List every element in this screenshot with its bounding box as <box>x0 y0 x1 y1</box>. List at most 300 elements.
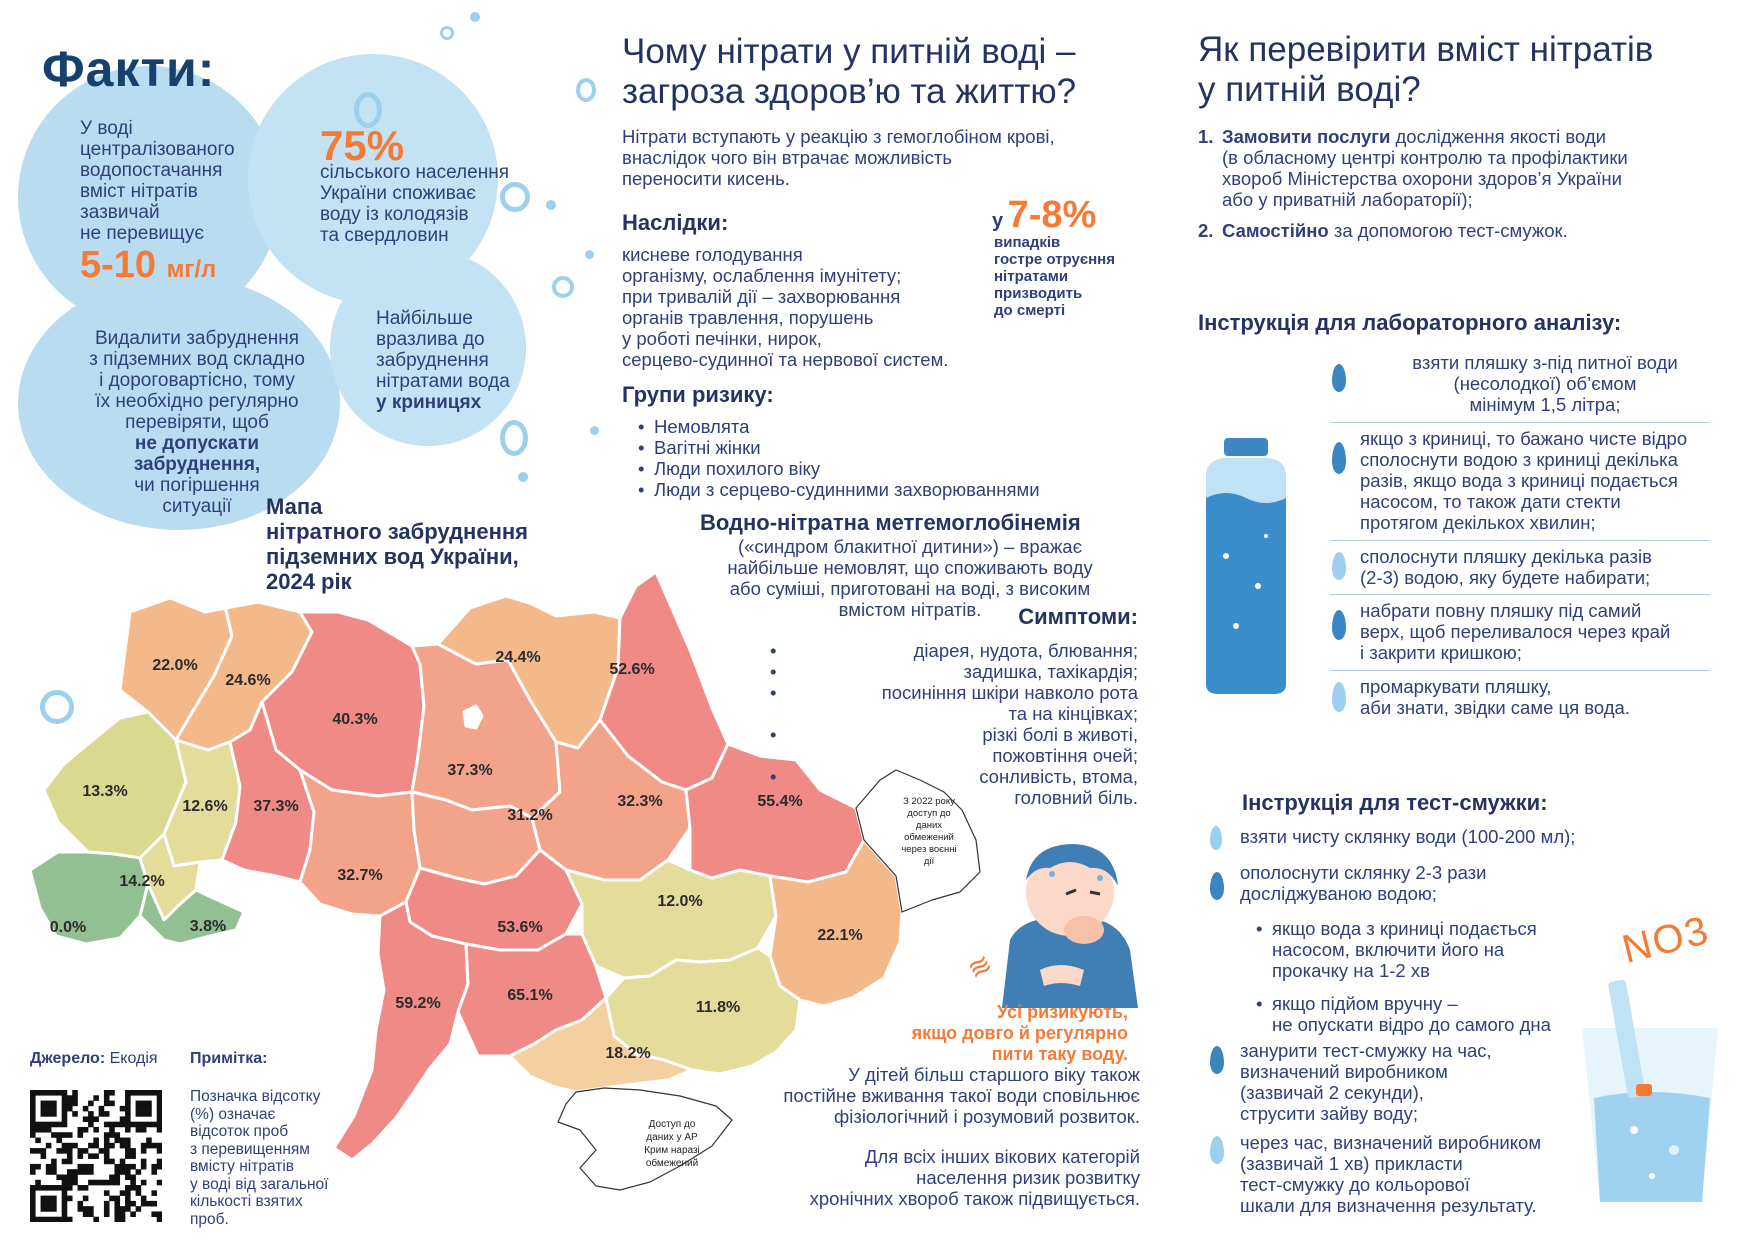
qr-module <box>146 1101 152 1107</box>
consequences-line: кисневе голодування <box>622 244 803 265</box>
region-label: 0.0% <box>49 919 87 936</box>
fact-4-line: у криницях <box>376 392 482 413</box>
qr-module <box>35 1148 41 1154</box>
qr-module <box>141 1159 147 1165</box>
qr-module <box>109 1159 115 1165</box>
qr-module <box>120 1206 126 1212</box>
qr-module <box>83 1169 89 1175</box>
note-label: Примітка: <box>190 1050 268 1067</box>
how-title <box>1198 30 1653 110</box>
lab-step <box>1330 546 1730 588</box>
qr-module <box>93 1217 99 1222</box>
qr-module <box>141 1196 147 1202</box>
step-1-line: або у приватній лабораторії); <box>1222 189 1473 210</box>
qr-module <box>125 1138 131 1144</box>
qr-module <box>35 1127 41 1133</box>
qr-module <box>114 1217 120 1222</box>
fact-4-line: Найбільше <box>376 308 473 329</box>
step-2-rest: за допомогою тест-смужок. <box>1328 220 1568 241</box>
qr-module <box>30 1122 36 1128</box>
qr-module <box>151 1211 157 1217</box>
source-label: Джерело: <box>30 1050 106 1067</box>
qr-module <box>62 1185 68 1191</box>
qr-module <box>72 1143 78 1149</box>
metg-line: найбільше немовлят, що споживають воду <box>727 557 1093 578</box>
lab-line: промаркувати пляшку, <box>1360 676 1552 697</box>
symptom-line: посиніння шкіри навколо рота <box>881 682 1138 703</box>
why-title-line: Чому нітрати у питній воді – <box>622 32 1076 71</box>
qr-module <box>157 1090 162 1096</box>
qr-module <box>157 1106 162 1112</box>
note-line: (%) означає <box>190 1105 276 1123</box>
strip-step <box>1208 862 1628 904</box>
metg-title: Водно-нітратна метгемоглобінемія <box>700 510 1081 535</box>
qr-module <box>62 1101 68 1107</box>
source <box>30 1050 158 1068</box>
qr-module <box>125 1190 131 1196</box>
qr-module <box>157 1164 162 1170</box>
qr-module <box>30 1201 36 1207</box>
qr-module <box>104 1132 110 1138</box>
qr-module <box>46 1122 52 1128</box>
region-label: 18.2% <box>605 1045 651 1062</box>
strip-line: занурити тест-смужку на час, <box>1240 1040 1492 1061</box>
qr-module <box>104 1148 110 1154</box>
death-stat-text <box>994 234 1115 319</box>
qr-module <box>72 1174 78 1180</box>
symptoms-title: Симптоми: <box>1018 604 1138 629</box>
qr-module <box>67 1101 73 1107</box>
qr-module <box>30 1127 36 1133</box>
fact-2-line: воду із колодязів <box>320 204 469 225</box>
kyiv-city <box>464 706 482 728</box>
older-line: У дітей більш старшого віку також <box>848 1064 1140 1085</box>
why-title-line: загроза здоров’ю та життю? <box>622 72 1077 111</box>
fact-3-line: не допускати <box>134 433 260 454</box>
qr-module <box>99 1180 105 1186</box>
qr-module <box>62 1211 68 1217</box>
qr-module <box>157 1217 162 1222</box>
strip-line: шкали для визначення результату. <box>1240 1195 1537 1216</box>
qr-module <box>72 1095 78 1101</box>
lab-step <box>1330 676 1730 718</box>
map-note-line: Крим наразі <box>644 1145 700 1156</box>
qr-module <box>78 1148 84 1154</box>
others-line: населення ризик розвитку <box>916 1167 1140 1188</box>
qr-module <box>83 1106 89 1112</box>
water-drop-icon <box>1210 872 1224 900</box>
region-label: 32.7% <box>337 867 383 884</box>
qr-module <box>104 1111 110 1117</box>
qr-module <box>136 1127 142 1133</box>
qr-module <box>99 1148 105 1154</box>
qr-module <box>93 1127 99 1133</box>
lab-line: мінімум 1,5 літра; <box>1469 394 1621 415</box>
qr-module <box>83 1148 89 1154</box>
qr-module <box>136 1111 142 1117</box>
qr-module <box>114 1174 120 1180</box>
qr-module <box>99 1111 105 1117</box>
fact-1-line: не перевищує <box>80 223 205 244</box>
qr-module <box>62 1106 68 1112</box>
strip-subline: насосом, включити його на <box>1272 939 1505 960</box>
qr-module <box>109 1174 115 1180</box>
stat-line: призводить <box>994 285 1083 302</box>
qr-module <box>56 1185 62 1191</box>
region-label: 52.6% <box>609 661 655 678</box>
map-note-line: дії <box>923 856 935 867</box>
qr-module <box>51 1169 57 1175</box>
qr-module <box>46 1217 52 1222</box>
risk-list <box>638 416 1040 500</box>
strip-step <box>1208 1132 1628 1216</box>
region-label: 22.0% <box>152 657 198 674</box>
strip-step <box>1208 826 1628 847</box>
fact-1-number: 5-10 <box>80 244 157 286</box>
qr-module <box>120 1159 126 1165</box>
qr-module <box>51 1196 57 1202</box>
qr-module <box>62 1095 68 1101</box>
qr-module <box>30 1169 36 1175</box>
qr-module <box>130 1174 136 1180</box>
qr-module <box>83 1196 89 1202</box>
warning <box>888 1002 1128 1065</box>
qr-module <box>104 1143 110 1149</box>
qr-module <box>120 1169 126 1175</box>
qr-module <box>46 1101 52 1107</box>
qr-module <box>51 1122 57 1128</box>
qr-module <box>46 1201 52 1207</box>
region-label: 37.3% <box>447 762 493 779</box>
consequences-line: серцево-судинної та нервової систем. <box>622 349 949 370</box>
fact-2-line: України споживає <box>320 183 476 204</box>
facts-title: Факти: <box>42 41 216 97</box>
qr-module <box>109 1122 115 1128</box>
death-stat <box>992 194 1096 237</box>
region-zakarpattia <box>30 852 148 944</box>
fact-1-line: У воді <box>80 118 133 139</box>
region-label: 37.3% <box>253 798 299 815</box>
qr-module <box>88 1143 94 1149</box>
stat-line: гостре отруєння <box>994 251 1115 268</box>
qr-module <box>120 1164 126 1170</box>
qr-module <box>78 1206 84 1212</box>
step-number: 2. <box>1198 220 1214 241</box>
qr-module <box>35 1090 41 1096</box>
qr-module <box>51 1164 57 1170</box>
lab-line: верх, щоб переливалося через край <box>1360 621 1671 642</box>
risk-item: • Люди похилого віку <box>638 458 1040 479</box>
qr-module <box>67 1159 73 1165</box>
qr-module <box>125 1143 131 1149</box>
qr-module <box>114 1138 120 1144</box>
strip-line: струсити зайву воду; <box>1240 1103 1418 1124</box>
qr-module <box>104 1138 110 1144</box>
qr-module <box>130 1185 136 1191</box>
qr-module <box>41 1153 47 1159</box>
qr-module <box>67 1143 73 1149</box>
lab-line: аби знати, звідки саме ця вода. <box>1360 697 1630 718</box>
qr-module <box>157 1095 162 1101</box>
qr-module <box>46 1185 52 1191</box>
fact-3-line: ситуації <box>162 496 232 517</box>
lab-line: (2-3) водою, яку будете набирати; <box>1360 567 1651 588</box>
symptom-item <box>770 640 1138 661</box>
lab-line: (несолодкої) об’ємом <box>1453 373 1637 394</box>
qr-module <box>104 1180 110 1186</box>
strip-subline: • якщо вода з криниці подається <box>1272 918 1537 939</box>
qr-module <box>146 1122 152 1128</box>
qr-module <box>125 1169 131 1175</box>
qr-module <box>141 1127 147 1133</box>
qr-module <box>125 1185 131 1191</box>
qr-module <box>151 1143 157 1149</box>
qr-module <box>146 1106 152 1112</box>
qr-module <box>30 1095 36 1101</box>
region-label: 24.4% <box>495 649 541 666</box>
fact-1-line: водопостачання <box>80 160 223 181</box>
qr-module <box>136 1101 142 1107</box>
water-drop-icon <box>1332 682 1346 712</box>
strip-line: взяти чисту склянку води (100-200 мл); <box>1240 826 1576 847</box>
qr-module <box>120 1143 126 1149</box>
qr-module <box>51 1111 57 1117</box>
strip-line: (зазвичай 2 секунди), <box>1240 1082 1424 1103</box>
qr-module <box>136 1090 142 1096</box>
qr-module <box>62 1143 68 1149</box>
qr-module <box>120 1116 126 1122</box>
water-drop-icon <box>1332 552 1346 580</box>
qr-module <box>67 1180 73 1186</box>
qr-module <box>88 1169 94 1175</box>
qr-module <box>109 1127 115 1133</box>
qr-module <box>62 1174 68 1180</box>
qr-module <box>56 1132 62 1138</box>
qr-module <box>141 1101 147 1107</box>
symptom-line: сонливість, втома, <box>979 766 1138 787</box>
qr-module <box>157 1111 162 1117</box>
older-line: постійне вживання такої води сповільнює <box>783 1085 1140 1106</box>
qr-module <box>104 1201 110 1207</box>
why-title <box>622 32 1076 112</box>
qr-module <box>30 1196 36 1202</box>
risk-title: Групи ризику: <box>622 382 774 407</box>
strip-line: визначений виробником <box>1240 1061 1448 1082</box>
qr-module <box>67 1217 73 1222</box>
qr-module <box>78 1127 84 1133</box>
qr-module <box>109 1143 115 1149</box>
region-label: 65.1% <box>507 987 553 1004</box>
why-intro-line: внаслідок чого він втрачає можливість <box>622 147 952 168</box>
qr-module <box>109 1101 115 1107</box>
qr-module <box>130 1180 136 1186</box>
qr-module <box>130 1148 136 1154</box>
symptom-line: та на кінцівках; <box>1008 703 1138 724</box>
qr-module <box>93 1153 99 1159</box>
qr-module <box>67 1153 73 1159</box>
consequences-line: у роботі печінки, нирок, <box>622 328 822 349</box>
qr-module <box>46 1127 52 1133</box>
qr-module <box>51 1185 57 1191</box>
qr-module <box>41 1217 47 1222</box>
water-drop-icon <box>1332 364 1346 392</box>
map-title-line: Мапа <box>266 494 323 519</box>
qr-module <box>30 1132 36 1138</box>
strip-subline: не опускати відро до самого дна <box>1272 1014 1551 1035</box>
qr-module <box>125 1201 131 1207</box>
why-intro <box>622 126 1055 189</box>
strip-line: через час, визначений виробником <box>1240 1132 1542 1153</box>
qr-module <box>125 1111 131 1117</box>
region-label: 55.4% <box>757 793 803 810</box>
region-label: 32.3% <box>617 793 663 810</box>
lab-title: Інструкція для лабораторного аналізу: <box>1198 310 1622 335</box>
strip-line: досліджуваною водою; <box>1240 883 1437 904</box>
note-line: проб. <box>190 1210 229 1228</box>
qr-module <box>30 1090 36 1096</box>
qr-module <box>141 1164 147 1170</box>
qr-module <box>46 1196 52 1202</box>
qr-module <box>62 1206 68 1212</box>
others-line: хронічних хвороб також підвищується. <box>809 1188 1140 1209</box>
symptom-item <box>770 661 1138 682</box>
fact-4-line: вразлива до <box>376 329 485 350</box>
stat-prefix: у <box>992 210 1004 232</box>
qr-module <box>104 1211 110 1217</box>
strip-substep <box>1256 993 1616 1035</box>
fact-2-line: сільського населення <box>320 162 509 183</box>
qr-module <box>114 1122 120 1128</box>
qr-module <box>46 1143 52 1149</box>
illness-squiggle-icon: ≋ <box>961 947 998 986</box>
qr-module <box>104 1095 110 1101</box>
qr-module <box>30 1101 36 1107</box>
map-note-line: З 2022 року <box>903 796 955 807</box>
qr-module <box>125 1122 131 1128</box>
fact-1-line: зазвичай <box>80 202 160 223</box>
qr-module <box>51 1101 57 1107</box>
qr-module <box>125 1095 131 1101</box>
qr-module <box>125 1106 131 1112</box>
region-label: 22.1% <box>817 927 863 944</box>
lab-line: протягом декількох хвилин; <box>1360 512 1596 533</box>
symptom-item <box>770 682 1138 724</box>
qr-module <box>104 1206 110 1212</box>
note-line: з перевищенням <box>190 1140 310 1158</box>
qr-module <box>30 1148 36 1154</box>
qr-module <box>104 1122 110 1128</box>
note-line: кількості взятих <box>190 1193 303 1210</box>
qr-module <box>151 1122 157 1128</box>
qr-module <box>114 1206 120 1212</box>
lab-line: сполоснути пляшку декілька разів <box>1360 546 1652 567</box>
symptoms-list <box>770 640 1138 808</box>
qr-module <box>41 1090 47 1096</box>
map-note-line: доступ до <box>907 808 951 819</box>
qr-module <box>151 1164 157 1170</box>
qr-module <box>157 1143 162 1149</box>
qr-module <box>41 1148 47 1154</box>
region-label: 53.6% <box>497 919 543 936</box>
qr-module <box>130 1211 136 1217</box>
qr-module <box>130 1164 136 1170</box>
qr-module <box>46 1090 52 1096</box>
qr-module <box>141 1111 147 1117</box>
qr-module <box>41 1185 47 1191</box>
qr-module <box>62 1159 68 1165</box>
qr-module <box>67 1095 73 1101</box>
divider <box>1330 422 1710 423</box>
qr-module <box>136 1106 142 1112</box>
qr-module <box>114 1201 120 1207</box>
qr-module <box>78 1164 84 1170</box>
qr-module <box>67 1174 73 1180</box>
qr-module <box>109 1090 115 1096</box>
qr-module <box>56 1148 62 1154</box>
qr-module <box>56 1174 62 1180</box>
lab-step <box>1330 352 1730 415</box>
qr-module <box>67 1169 73 1175</box>
qr-module <box>141 1180 147 1186</box>
qr-module <box>62 1090 68 1096</box>
lab-line: сполоснути водою з криниці декілька <box>1360 449 1678 470</box>
qr-code[interactable] <box>30 1090 162 1222</box>
lab-step <box>1330 600 1730 663</box>
metg-line: вмістом нітратів. <box>838 599 982 620</box>
qr-module <box>30 1111 36 1117</box>
qr-module <box>83 1164 89 1170</box>
qr-module <box>136 1185 142 1191</box>
strip-substep <box>1256 918 1616 981</box>
warning-line: пити таку воду. <box>991 1044 1128 1064</box>
fact-3-line: з підземних вод складно <box>89 349 305 370</box>
older-children-text <box>720 1064 1140 1127</box>
qr-module <box>88 1164 94 1170</box>
qr-module <box>51 1217 57 1222</box>
qr-module <box>88 1153 94 1159</box>
source-value: Екодія <box>109 1050 158 1067</box>
qr-module <box>120 1190 126 1196</box>
qr-module <box>35 1180 41 1186</box>
qr-module <box>146 1090 152 1096</box>
stat-line: нітратами <box>994 268 1069 285</box>
consequences-text <box>622 244 948 370</box>
qr-module <box>136 1122 142 1128</box>
qr-module <box>146 1138 152 1144</box>
water-drop-icon <box>1332 442 1346 474</box>
qr-module <box>72 1090 78 1096</box>
qr-module <box>35 1122 41 1128</box>
map-title-line: підземних вод України, <box>266 544 519 569</box>
region-label: 40.3% <box>332 711 378 728</box>
qr-module <box>83 1127 89 1133</box>
qr-module <box>51 1132 57 1138</box>
map-note-line: обмежений <box>904 832 954 843</box>
qr-module <box>30 1164 36 1170</box>
qr-module <box>120 1106 126 1112</box>
fact-1-line: централізованого <box>80 139 235 160</box>
qr-module <box>62 1116 68 1122</box>
qr-module <box>41 1201 47 1207</box>
qr-module <box>88 1122 94 1128</box>
qr-module <box>157 1101 162 1107</box>
risk-item: • Вагітні жінки <box>638 437 1040 458</box>
region-label: 12.6% <box>182 798 228 815</box>
qr-module <box>104 1159 110 1165</box>
qr-module <box>125 1090 131 1096</box>
symptom-line: задишка, тахікардія; <box>963 661 1138 682</box>
fact-3-line: чи погіршення <box>134 475 260 496</box>
